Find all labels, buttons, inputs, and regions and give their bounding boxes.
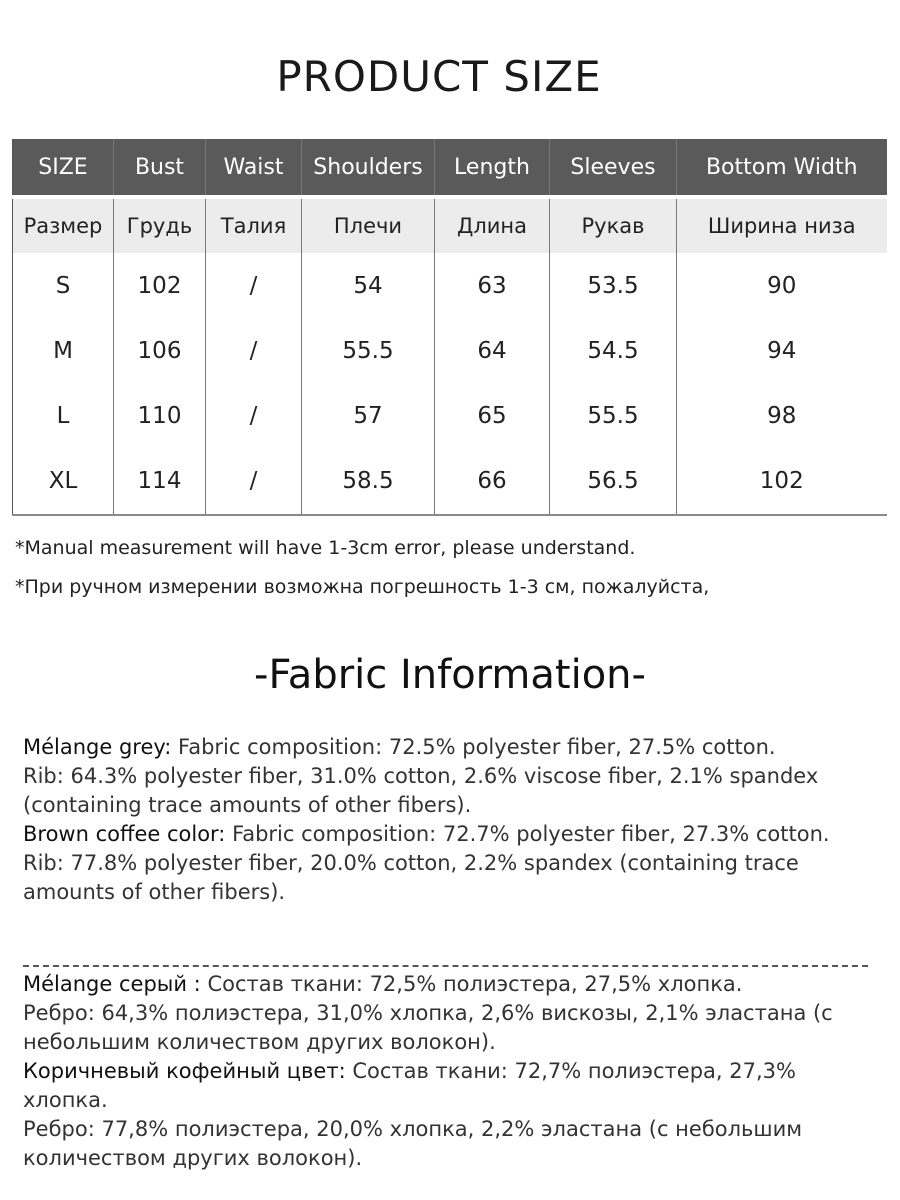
cell: 98 — [677, 383, 887, 448]
header-bottom-width: Bottom Width — [677, 139, 887, 197]
cell: / — [206, 383, 302, 448]
table-row — [13, 383, 887, 448]
section-divider — [23, 965, 868, 967]
table-row — [13, 253, 887, 318]
brown-text: Fabric composition: 72.7% polyester fiber, 27.3% cotton. — [225, 822, 830, 846]
cell: 110 — [114, 383, 206, 448]
size-table — [12, 139, 887, 516]
header-bust: Bust — [114, 139, 206, 197]
header-ru-size: Размер — [13, 197, 114, 253]
cell: 114 — [114, 448, 206, 515]
header-size: SIZE — [13, 139, 114, 197]
cell: 90 — [677, 253, 887, 318]
table-header-en — [13, 139, 887, 197]
fabric-info-ru — [23, 970, 853, 1173]
cell: 56.5 — [550, 448, 677, 515]
cell: 55.5 — [550, 383, 677, 448]
brown-label-ru: Коричневый кофейный цвет: — [23, 1059, 346, 1083]
cell: / — [206, 318, 302, 383]
cell: 57 — [302, 383, 435, 448]
cell: / — [206, 253, 302, 318]
cell: XL — [13, 448, 114, 515]
measurement-note-en: *Manual measurement will have 1-3cm error, please understand. — [15, 537, 636, 559]
brown-label: Brown coffee color: — [23, 822, 226, 846]
brown-rib: Rib: 77.8% polyester fiber, 20.0% cotton, 2.2% spandex (containing trace amounts of other fibers). — [23, 851, 799, 904]
cell: 58.5 — [302, 448, 435, 515]
header-ru-bottom-width: Ширина низа — [677, 197, 887, 253]
fabric-title: -Fabric Information- — [254, 652, 646, 698]
header-ru-length: Длина — [435, 197, 550, 253]
cell: 53.5 — [550, 253, 677, 318]
cell: 54 — [302, 253, 435, 318]
cell: M — [13, 318, 114, 383]
page-title: PRODUCT SIZE — [276, 52, 602, 101]
header-ru-waist: Талия — [206, 197, 302, 253]
header-waist: Waist — [206, 139, 302, 197]
grey-rib-ru: Ребро: 64,3% полиэстера, 31,0% хлопка, 2,6% вискозы, 2,1% эластана (с небольшим количеством других волокон). — [23, 1001, 833, 1054]
measurement-note-ru: *При ручном измерении возможна погрешность 1-3 см, пожалуйста, — [15, 576, 710, 598]
grey-rib: Rib: 64.3% polyester fiber, 31.0% cotton, 2.6% viscose fiber, 2.1% spandex (containing trace amounts of other fibers). — [23, 764, 819, 817]
header-ru-sleeves: Рукав — [550, 197, 677, 253]
brown-composition-ru — [23, 1057, 853, 1115]
cell: 66 — [435, 448, 550, 515]
header-sleeves: Sleeves — [550, 139, 677, 197]
grey-text: Fabric composition: 72.5% polyester fiber, 27.5% cotton. — [171, 735, 776, 759]
grey-composition-ru — [23, 970, 853, 999]
cell: 63 — [435, 253, 550, 318]
cell: 106 — [114, 318, 206, 383]
cell: / — [206, 448, 302, 515]
fabric-info-en — [23, 733, 853, 907]
header-ru-bust: Грудь — [114, 197, 206, 253]
cell: 55.5 — [302, 318, 435, 383]
brown-composition — [23, 820, 853, 849]
header-ru-shoulders: Плечи — [302, 197, 435, 253]
cell: 102 — [677, 448, 887, 515]
table-row — [13, 448, 887, 515]
grey-label-ru: Mélange серый : — [23, 972, 201, 996]
cell: 94 — [677, 318, 887, 383]
header-shoulders: Shoulders — [302, 139, 435, 197]
cell: L — [13, 383, 114, 448]
cell: 102 — [114, 253, 206, 318]
grey-text-ru: Состав ткани: 72,5% полиэстера, 27,5% хлопка. — [200, 972, 743, 996]
cell: 54.5 — [550, 318, 677, 383]
cell: S — [13, 253, 114, 318]
header-length: Length — [435, 139, 550, 197]
table-header-ru — [13, 197, 887, 253]
table-row — [13, 318, 887, 383]
grey-composition — [23, 733, 853, 762]
brown-text-ru: Состав ткани: 72,7% полиэстера, 27,3% хлопка. — [23, 1059, 796, 1112]
grey-label: Mélange grey: — [23, 735, 172, 759]
cell: 64 — [435, 318, 550, 383]
brown-rib-ru: Ребро: 77,8% полиэстера, 20,0% хлопка, 2,2% эластана (с небольшим количеством других волокон). — [23, 1117, 803, 1170]
cell: 65 — [435, 383, 550, 448]
